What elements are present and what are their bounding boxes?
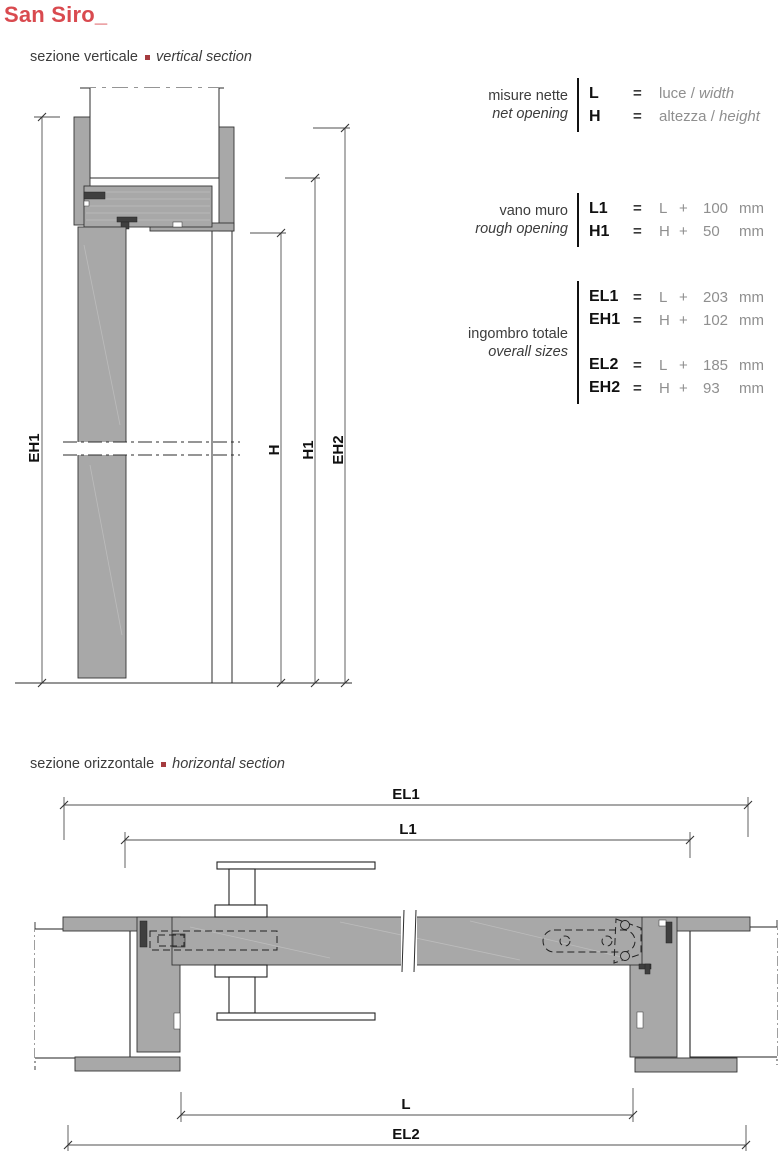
equals-sign: = bbox=[633, 200, 642, 217]
legend-divider bbox=[577, 193, 579, 247]
formula-row: EH2 = H + 93 mm bbox=[589, 379, 764, 397]
handle-flange bbox=[217, 862, 375, 869]
legend-label-it: ingombro totale bbox=[468, 325, 568, 342]
legend-label-it: vano muro bbox=[499, 203, 568, 219]
dim-label-l: L bbox=[401, 1096, 411, 1113]
dimension-eh2 bbox=[313, 124, 350, 687]
dimension-eh1 bbox=[26, 113, 60, 687]
legend-label bbox=[443, 281, 568, 404]
dim-label-el2: EL2 bbox=[392, 1126, 420, 1143]
formula-row: EH1 = H + 102 mm bbox=[589, 311, 764, 329]
dimension-el2 bbox=[64, 1125, 750, 1151]
red-square-marker bbox=[145, 55, 150, 60]
legend-group-rough-opening bbox=[443, 193, 764, 247]
legend-group-net-opening bbox=[443, 78, 760, 132]
dim-label-eh1: EH1 bbox=[26, 433, 43, 463]
jamb-seal bbox=[140, 921, 147, 947]
formula-text: luce / width bbox=[659, 85, 735, 102]
dim-label-l1: L1 bbox=[399, 821, 417, 838]
handle-base bbox=[215, 905, 267, 917]
dimension-l1 bbox=[121, 821, 694, 868]
dim-label-h: H bbox=[266, 444, 283, 456]
wall-face-lines bbox=[212, 231, 232, 683]
horizontal-section-drawing bbox=[0, 780, 782, 1153]
legend-divider bbox=[577, 281, 579, 404]
equals-sign: = bbox=[633, 356, 642, 374]
legend-label-en: rough opening bbox=[475, 221, 568, 237]
dimension-h bbox=[250, 229, 286, 687]
dimension-l bbox=[177, 1088, 637, 1122]
handle-stem bbox=[229, 869, 255, 905]
legend-label-en: net opening bbox=[492, 106, 568, 122]
dim-symbol: EH1 bbox=[589, 311, 621, 328]
legend-label bbox=[443, 78, 568, 132]
equals-sign: = bbox=[633, 288, 642, 306]
formula-text: altezza / height bbox=[659, 108, 760, 125]
handle-flange bbox=[217, 1013, 375, 1020]
equals-sign: = bbox=[633, 223, 642, 240]
door-guide bbox=[117, 217, 137, 222]
track-fixing-plate bbox=[84, 192, 105, 199]
handle-stem bbox=[229, 977, 255, 1013]
legend-label-en: overall sizes bbox=[488, 343, 568, 360]
legend-row-gap bbox=[589, 332, 764, 354]
legend-rows bbox=[589, 281, 764, 404]
legend-rows bbox=[589, 193, 764, 247]
track-assembly bbox=[84, 186, 212, 229]
equals-sign: = bbox=[633, 108, 642, 125]
formula-row: L1 = L + 100 mm bbox=[589, 199, 764, 217]
dim-label-h1: H1 bbox=[300, 440, 317, 460]
vertical-section-drawing bbox=[0, 75, 400, 700]
section-label-horizontal bbox=[30, 756, 285, 772]
section-label-en: vertical section bbox=[156, 49, 252, 65]
red-square-marker bbox=[161, 762, 166, 767]
break-line bbox=[63, 442, 240, 455]
latch bbox=[173, 934, 185, 947]
dim-symbol: L1 bbox=[589, 199, 608, 217]
section-label-it: sezione orizzontale bbox=[30, 756, 155, 772]
dim-symbol: H bbox=[589, 107, 601, 125]
section-label-en: horizontal section bbox=[172, 756, 285, 772]
formula-row bbox=[589, 105, 760, 128]
formula-row: EL2 = L + 185 mm bbox=[589, 356, 764, 374]
formula-row bbox=[589, 82, 760, 105]
dim-symbol: EL1 bbox=[589, 288, 619, 305]
legend-divider bbox=[577, 78, 579, 132]
dimension-h1 bbox=[285, 174, 320, 687]
section-label-vertical bbox=[30, 49, 252, 65]
section-label-it: sezione verticale bbox=[30, 49, 138, 65]
dim-symbol: EH2 bbox=[589, 379, 621, 396]
legend-label-it: misure nette bbox=[488, 88, 568, 104]
pivot bbox=[621, 952, 630, 961]
dim-symbol: EL2 bbox=[589, 356, 619, 373]
equals-sign: = bbox=[633, 311, 642, 329]
dim-symbol: H1 bbox=[589, 222, 610, 240]
door-break bbox=[401, 910, 417, 972]
right-wall bbox=[690, 920, 777, 1065]
dim-label-el1: EL1 bbox=[392, 786, 420, 803]
legend-label bbox=[443, 193, 568, 247]
dim-symbol: L bbox=[589, 84, 599, 102]
formula-row: H1 = H + 50 mm bbox=[589, 222, 764, 240]
legend-group-overall-sizes bbox=[443, 281, 764, 404]
dim-label-eh2: EH2 bbox=[330, 435, 347, 465]
handle-base bbox=[215, 965, 267, 977]
page-title: San Siro_ bbox=[4, 2, 108, 27]
formula-row: EL1 = L + 203 mm bbox=[589, 288, 764, 306]
pivot bbox=[621, 921, 630, 930]
equals-sign: = bbox=[633, 379, 642, 397]
equals-sign: = bbox=[633, 85, 642, 102]
left-wall bbox=[35, 922, 130, 1070]
jamb-seal bbox=[666, 922, 672, 943]
legend-rows bbox=[589, 78, 760, 132]
wall-cavity bbox=[80, 88, 228, 178]
